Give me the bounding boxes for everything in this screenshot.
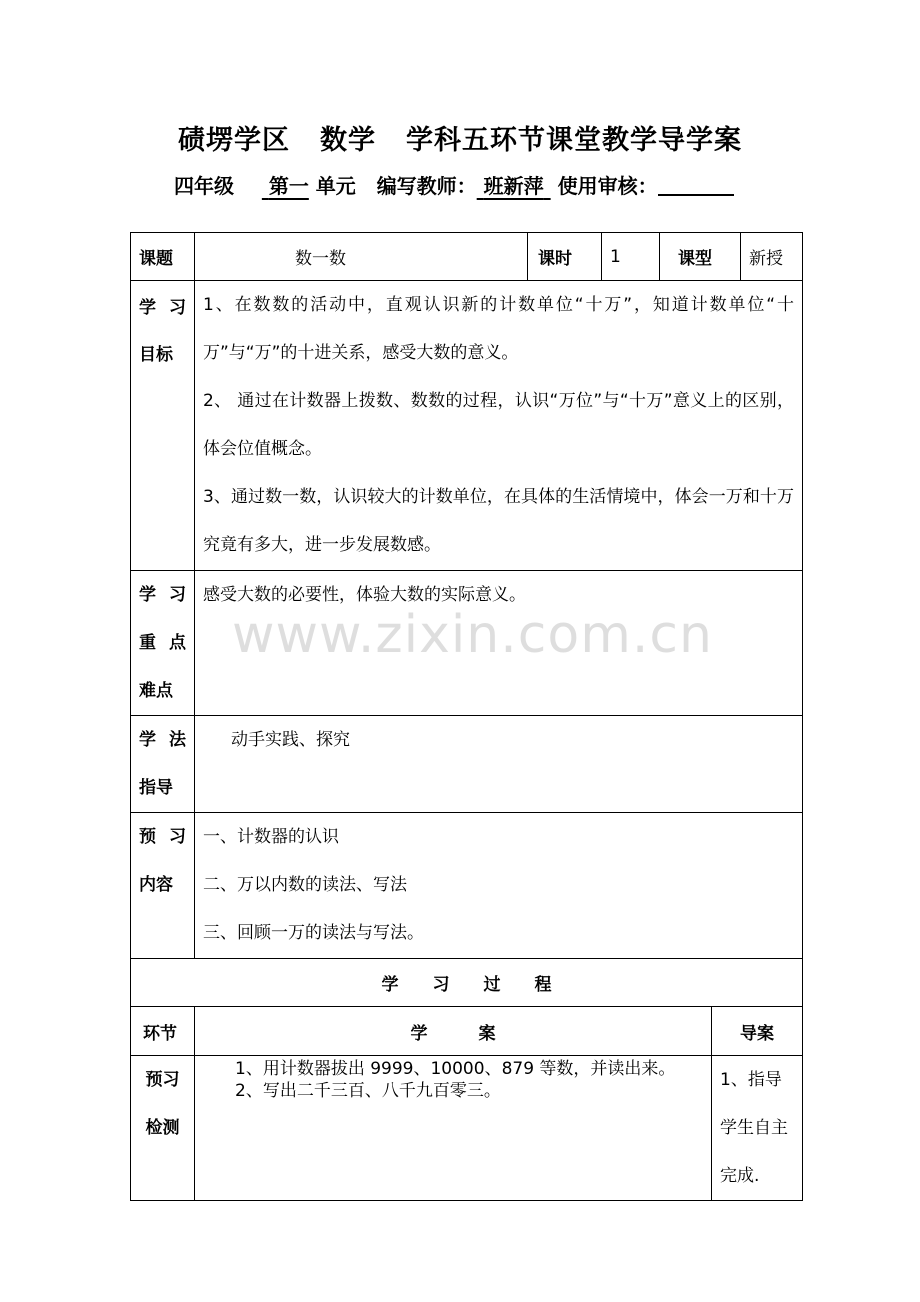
process-heading: 学 习 过 程 <box>131 959 803 1007</box>
review-blank <box>658 174 734 196</box>
preview-item: 二、万以内数的读法、写法 <box>203 875 407 895</box>
preview-content <box>195 813 803 959</box>
title-subject: 数学 <box>320 125 376 156</box>
review-label: 使用审核： <box>557 174 658 198</box>
title-district: 碛塄学区 <box>178 125 290 156</box>
col-stage: 环节 <box>131 1007 195 1056</box>
teacher-label: 编写教师： <box>376 174 477 198</box>
objective-item: 1、在数数的活动中，直观认识新的计数单位“十万”，知道计数单位“十万”与“万”的十进关系，感受大数的意义。 <box>203 295 794 363</box>
guide-content: 1、指导学生自主完成. <box>712 1056 803 1201</box>
key-points-row <box>131 571 803 716</box>
process-columns-row <box>131 1007 803 1056</box>
unit-label: 单元 <box>315 174 356 198</box>
page-title <box>0 118 920 157</box>
objectives-label: 学 习 目标 <box>131 281 195 571</box>
key-points-label: 学 习 重 点 难点 <box>131 571 195 716</box>
col-study: 学 案 <box>195 1007 712 1056</box>
preview-item: 一、计数器的认识 <box>203 827 339 847</box>
period-label: 课时 <box>528 233 602 281</box>
col-guide: 导案 <box>712 1007 803 1056</box>
objectives-row <box>131 281 803 571</box>
period-value: 1 <box>602 233 660 281</box>
topic-label: 课题 <box>131 233 195 281</box>
study-content <box>195 1056 712 1201</box>
lesson-plan-table <box>130 232 803 1201</box>
study-item: 1、用计数器拔出 9999、10000、879 等数，并读出来。 <box>235 1059 676 1079</box>
type-label: 课型 <box>660 233 741 281</box>
preview-item: 三、回顾一万的读法与写法。 <box>203 923 424 943</box>
study-item: 2、写出二千三百、八千九百零三。 <box>235 1081 501 1101</box>
preview-row <box>131 813 803 959</box>
title-doc-type: 学科五环节课堂教学导学案 <box>406 125 742 156</box>
grade: 四年级 <box>174 174 234 198</box>
process-row <box>131 1056 803 1201</box>
objective-item: 3、通过数一数，认识较大的计数单位，在具体的生活情境中，体会一万和十万究竟有多大，进一步发展数感。 <box>203 487 794 555</box>
method-content: 动手实践、探究 <box>195 716 803 813</box>
teacher-name: 班新萍 <box>483 174 544 198</box>
type-value: 新授 <box>741 233 803 281</box>
topic-value: 数一数 <box>195 233 528 281</box>
watermark: www.zixin.com.cn <box>232 605 713 665</box>
topic-row <box>131 233 803 281</box>
unit-value: 第一 <box>268 174 309 198</box>
stage-label: 预习 检测 <box>131 1056 195 1201</box>
subtitle-line <box>174 170 734 199</box>
key-points-content: 感受大数的必要性，体验大数的实际意义。 <box>195 571 803 716</box>
method-row <box>131 716 803 813</box>
preview-label: 预 习 内容 <box>131 813 195 959</box>
process-heading-row <box>131 959 803 1007</box>
method-label: 学 法 指导 <box>131 716 195 813</box>
objectives-content <box>195 281 803 571</box>
objective-item: 2、 通过在计数器上拨数、数数的过程，认识“万位”与“十万”意义上的区别，体会位值概念。 <box>203 391 794 459</box>
